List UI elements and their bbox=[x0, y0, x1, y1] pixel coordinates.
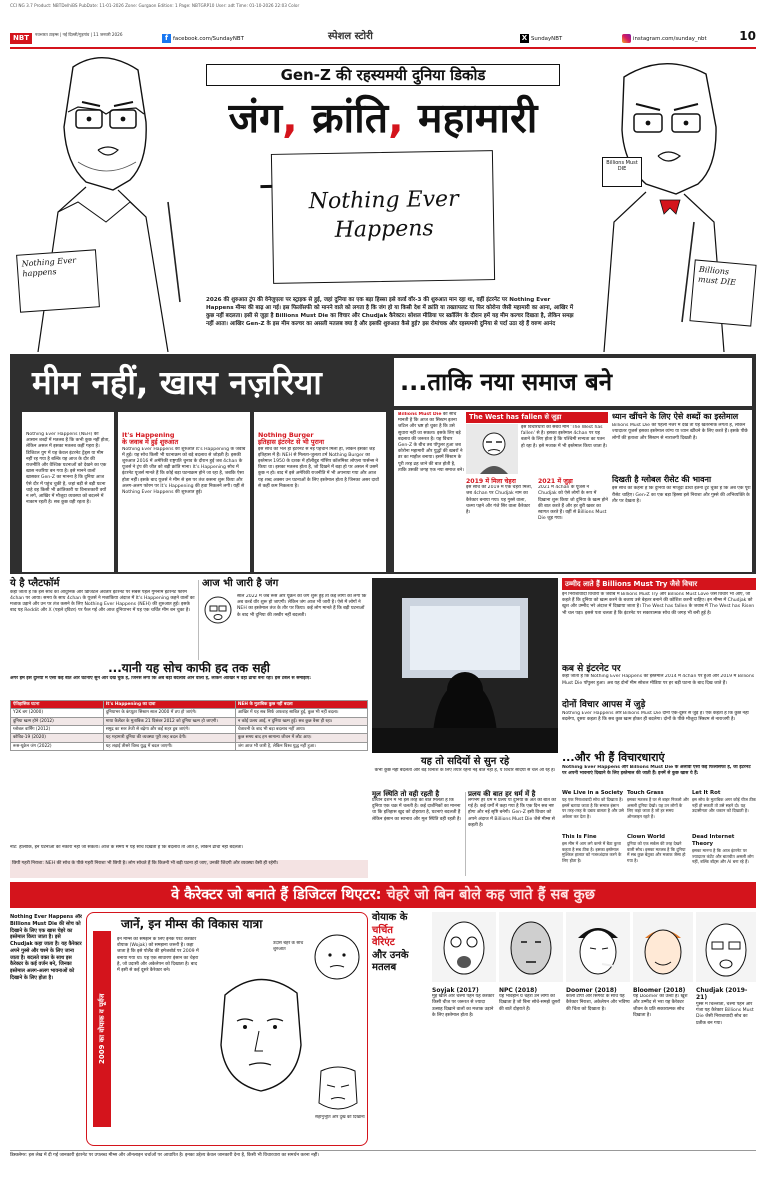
variant-body: मुंह खोले और चश्मा पहने यह कैरेक्टर किसी चीज पर जरूरत से ज्यादा उत्साह दिखाने वालों का मजाक उड़ाने के लिए इस्तेमाल होता है। bbox=[432, 994, 495, 1018]
table-header: ऐतिहासिक घटना bbox=[11, 701, 104, 709]
platform-title: ये है प्लैटफॉर्म bbox=[10, 578, 60, 589]
print-slug: CCI NG 3.7 Product: NBTDelhiBS PubDate: 11-01-2026 Zone: Gurgaon Edition: 1 Page: NBTGRP10 User: adt Time: 01-10-2026 22:03 Color bbox=[10, 3, 300, 8]
centuries-title: यह तो सदियों से सुन रहे bbox=[420, 756, 510, 767]
platform-block bbox=[10, 578, 195, 660]
sec2-intro-tail bbox=[398, 540, 464, 570]
table-row bbox=[11, 726, 368, 734]
evolution-title: जानें, इन मीम्स की विकास यात्रा bbox=[121, 917, 263, 931]
centuries-block bbox=[372, 756, 558, 786]
sec1-col2-title bbox=[122, 432, 246, 447]
footer-disclaimer: डिस्क्लेमर: इस लेख में दी गई जानकारी इंटरनेट पर उपलब्ध मीम्स और ऑनलाइन चर्चाओं पर आधारित है। इनका उद्देश्य केवल जानकारी देना है, किसी भी विचारधारा का समर्थन करना नहीं। bbox=[10, 1150, 756, 1172]
small-sign-right: Billions Must DIE bbox=[602, 157, 642, 187]
right-sign-text: Billions must DIE bbox=[697, 264, 737, 287]
nothing-ever-happens-sign bbox=[271, 150, 495, 284]
centuries-subtitle: कभी कुछ नहीं बदलता और बड़े विनाश के लिए तैयार रहना नई बात नहीं है, ये विचार सदियों से चले आ रहे हैं। bbox=[374, 767, 556, 773]
section-label: स्पेशल स्टोरी bbox=[328, 31, 373, 42]
headline-comma: , bbox=[388, 94, 404, 142]
evolution-box bbox=[86, 912, 368, 1146]
sec2-title: ...ताकि नया समाज बने bbox=[400, 368, 613, 396]
npc-illustration bbox=[499, 912, 563, 982]
table-row bbox=[11, 742, 368, 750]
sec1-col3-body: इस सोच को भले ही इंटरनेट से नई पहचान मिली हो, लेकिन इसकी जड़ें इतिहास में हैं। NEH से मिलता-जुलता टर्म Nothing Burger का इस्तेमाल 1950 के दशक में हॉलीवुड गॉसिप कॉलमिस्ट लोएला पार्सन्स ने किया था। इसका मतलब होता है, जो दिखने में बड़ा हो पर असल में उसमें कुछ न हो। बाद में इसे अमेरिकी राजनीति में भी अपनाया गया और आज यह शब्द अक्सर उन घटनाओं के लिए इस्तेमाल होता है जिनका असर दावों से कहीं कम निकलता है। bbox=[258, 446, 379, 489]
characters-banner bbox=[10, 882, 756, 908]
variant-body: गुस्से में चिल्लाता, चश्मा पहने और गंजा यह कैरेक्टर Billions Must Die जैसी निराशावादी सोच का प्रतीक बन गया। bbox=[696, 1002, 754, 1026]
limit-title: ...यानी यह सोच काफी हद तक सही bbox=[108, 661, 270, 675]
hero-section bbox=[10, 52, 756, 352]
title-part: इतिहास इंटरनेट से भी पुराना bbox=[258, 438, 325, 447]
wojak-small-illustration bbox=[311, 931, 363, 983]
ideology-item bbox=[627, 790, 689, 834]
since-body: कहा जाता है कि Nothing Ever Happens का इस्तेमाल 2014 में 4chan पर हुआ और 2019 में Billions Must Die पॉपुलर हुआ। अब यह दोनों मीम सोशल मीडिया पर हर बड़ी घटना के बाद दिख जाते हैं। bbox=[562, 674, 755, 686]
facebook-handle: facebook.com/SundayNBT bbox=[173, 36, 244, 42]
table-note-1: नोट: हालांकि, इन घटनाओं का नकारा नहीं जा सकता। आज के समय में यह सोच दिखती है कि बदलाव तो आते हैं, लेकिन ढांचा नहीं बदलता। bbox=[10, 845, 244, 850]
ideology-body: इसका मतलब है घर से बाहर निकलो और असली दुनिया देखो। यह उन लोगों के लिए कहा जाता है जो हर समय ऑनलाइन रहते हैं। bbox=[627, 797, 689, 820]
sec2-right-column bbox=[612, 412, 752, 572]
year-tag: 2009 का वोयाक व पूर्वज bbox=[93, 931, 111, 1127]
origin-title: मूल स्थिति तो वही रहती है bbox=[372, 790, 440, 798]
sec2-intro-body: की सोच मानती है कि आज का सिस्टम इतना जटिल और भ्रष्ट हो चुका है कि उसे सुधारा नहीं जा सकता। इसके लिए बड़े बदलाव की जरूरत है। यह विचार Gen-Z के बीच तब पॉपुलर हुआ जब कोरोना महामारी और युद्धों की खबरों ने डर का माहौल बनाया। इसमें सिस्टम के पूरी तरह ढह जाने की बात होती है, ताकि उसकी जगह एक नया समाज बने। bbox=[398, 412, 464, 473]
ideology-body: इस मीम में आग लगे कमरे में बैठा कुत्ता कहता है सब ठीक है। इसका इस्तेमाल मुश्किल हालात को नजरअंदाज करने के लिए होता है। bbox=[562, 841, 622, 864]
x-handle: SundayNBT bbox=[531, 36, 563, 42]
left-sign bbox=[16, 249, 100, 312]
table-cell: कोविड-19 (2020) bbox=[11, 734, 104, 742]
opposite-body: Nothing Ever Happens और Billions Must Die दोनों एक-दूसरे से जुड़े हैं। एक कहता है कि कुछ नहीं बदलेगा, दूसरा कहता है कि सब कुछ खत्म होकर ही बदलेगा। दोनों के पीछे मौजूदा सिस्टम से नाराजगी है। bbox=[562, 710, 749, 722]
ideology-title: This Is Fine bbox=[562, 834, 597, 840]
hero-intro: 2026 की शुरुआत ट्रंप की वेनेजुएला पर स्ट्राइक से हुई, जहां दुनिया का एक बड़ा हिस्सा इसे वर्ल्ड वॉर-3 की शुरुआत मान रहा था, वहीं इंटरनेट पर Nothing Ever Happens मीम्स की बाढ़ आ गई। इस फिलॉसफी को मानने वाले को लगता है कि जंग हो या किसी देश में क्रांति या तख्तापलट या फिर कोरोना जैसी महामारी का आना, आखिर में कुछ नहीं बदलता। इसी से जुड़ा है Billions Must Die का विचार और Chudjak कैरेक्टर। सोशल मीडिया पर स्क्रॉलिंग के दौरान हमें यह मीम कल्चर दिखता है, लेकिन समझ नहीं आता। आखिर Gen-Z के इस मीम कल्चर का असली मतलब क्या है और इसकी शुरुआत कैसे हुई? इस रोमांचक और रहस्यमयी दुनिया से पर्दा उठा रहे हैं वरुण आनंद bbox=[206, 297, 574, 328]
war-block bbox=[202, 578, 368, 660]
right-sign bbox=[689, 259, 756, 326]
wojak-text: इन मीम्स को समझने के लिए इनके पैरेंट कैरेक्टर वोयाक (Wojak) को समझना जरूरी है। कहा जाता है कि इसे पोलैंड की इमेजबोर्ड पर 2009 में बनाया गया था। यह एक साधारण इंसान का चेहरा है, जो उदासी और अकेलेपन को दिखाता है। बाद में इसी से कई दूसरे कैरेक्टर बने। bbox=[117, 937, 199, 973]
variant-body: काली टोपी और सिगरेट के साथ यह कैरेक्टर निराशा, अकेलेपन और भविष्य की चिंता को दिखाता है। bbox=[566, 994, 630, 1012]
table-cell: कुछ समय बाद हम सामान्य जीवन में लौट आए। bbox=[235, 734, 367, 742]
sec1-col1-body: Nothing Ever Happens (NEH) का आसान शब्दों में मतलब है कि कभी कुछ नहीं होता, लेकिन असल में इसका मतलब कहीं गहरा है। डिजिटल युग में यह केवल इंटरनेट ट्रेंड्स या मीम नहीं रह गया है बल्कि यह आज के दौर की राजनीति और वैश्विक घटनाओं को देखने का एक खास नजरिया बन गया है। इसे मानने वालों खासकर Gen-Z का मानना है कि दुनिया आज ऐसे दौर में पहुंच चुकी है, जहां बड़ी से बड़ी घटना चाहे वह किसी भी क्रांतिकारी या विनाशकारी क्यों न लगे, आखिर में मौजूदा व्यवस्था को बदलने में नाकाम रहती है। सब कुछ वही रहता है। bbox=[26, 432, 110, 506]
table-note-2: छिपी गहरी निराशा: NEH की सोच के पीछे गहरी निराशा भी छिपी है। लोग सोचते हैं कि कितनी भी बड़ी घटना हो जाए, उनकी जिंदगी और व्यवस्था वैसी ही रहेगी। bbox=[10, 860, 368, 878]
instagram-icon bbox=[622, 34, 631, 43]
table-header: NEH के मुताबिक कुछ नहीं बदला bbox=[235, 701, 367, 709]
table-cell: आखिर में यह सब सिर्फ अफवाह साबित हुई, कुछ भी नहीं बदला। bbox=[235, 709, 367, 717]
ideology-title: Touch Grass bbox=[627, 790, 664, 796]
table-cell: यह लड़ाई तीसरे विश्व युद्ध में बदल जाएगी। bbox=[103, 742, 235, 750]
table-header: It's Happening का दावा bbox=[103, 701, 235, 709]
variant-card-chudjak bbox=[696, 912, 756, 1144]
doomer-illustration bbox=[566, 912, 630, 982]
pralay-title: प्रलय की बात हर धर्म में है bbox=[468, 790, 536, 798]
instagram-link[interactable] bbox=[622, 34, 707, 44]
longing-caption: सहानुभूति और दुख को दिखाना bbox=[315, 1115, 365, 1120]
sec2-right-body2: इस सोच का कहना है कि दुनिया का मौजूदा ढांचा इतना टूट चुका है कि अब एक पूरा रीसेट चाहिए। Gen-Z का एक बड़ा हिस्सा इसे निराशा और गुस्से की अभिव्यक्ति के तौर पर देखता है। bbox=[612, 486, 751, 504]
table-cell: रूस-यूक्रेन जंग (2022) bbox=[11, 742, 104, 750]
variants-title-line: वोयाक के bbox=[372, 912, 408, 923]
wojak-illustration bbox=[205, 965, 315, 1095]
more-title: ...और भी हैं विचारधाराएं bbox=[562, 751, 665, 764]
nbt-logo: NBT bbox=[10, 33, 32, 44]
events-table bbox=[10, 700, 368, 751]
sec1-col3 bbox=[254, 412, 386, 572]
table-cell: यह महामारी दुनिया की व्यवस्था पूरी तरह बदल देगी। bbox=[103, 734, 235, 742]
ideology-body: दुनिया को एक सर्कस की तरह देखने वाली सोच। इसका मतलब है कि दुनिया में सब कुछ बेतुका और मजाक जैसा हो गया है। bbox=[627, 841, 686, 864]
west-box-title: The West has fallen से जुड़ा bbox=[466, 412, 608, 423]
variant-name: Chudjak (2019-21) bbox=[696, 986, 748, 1002]
facebook-icon: f bbox=[162, 34, 171, 43]
table-cell: न कोई प्रलय आई, न दुनिया खत्म हुई। सब कुछ वैसा ही रहा। bbox=[235, 717, 367, 725]
events-table-wrap bbox=[10, 700, 368, 842]
table-cell: दुनिया खत्म होने (2012) bbox=[11, 717, 104, 725]
west-has-fallen-illustration bbox=[466, 424, 518, 474]
headline-word-war: जंग bbox=[228, 94, 283, 142]
variants-title-line: वेरिएंट bbox=[372, 937, 395, 948]
page-header bbox=[10, 29, 756, 49]
variant-body: यह भावहीन ग्रे चेहरा उन लोगों को दिखाता है जो बिना सोचे-समझे दूसरों की बातें दोहराते हैं। bbox=[499, 994, 561, 1012]
pralay-block bbox=[468, 790, 558, 878]
ideology-grid-visible bbox=[562, 790, 756, 878]
variant-card-npc bbox=[499, 912, 563, 1144]
y2021-body: 2021 में 4chan के यूजर्स ने Chudjak को ऐसे लोगों के रूप में दिखाना शुरू किया जो दुनिया के खत्म होने की बात करते हैं और हर बुरी खबर का स्वागत करते हैं। वहीं से Billions Must Die जुड़ गया। bbox=[538, 485, 608, 522]
west-box-body: इस विचारधारा का संबंध मीम 'The West has fallen' से है। इसका इस्तेमाल 4chan पर यह बताने के लिए होता है कि पश्चिमी सभ्यता का पतन हो रहा है। इसे मजाक में भी इस्तेमाल किया जाता है। bbox=[521, 425, 608, 449]
platform-body: कहा जाता है कि इस सोच का आधुनिक और डिजिटल अवतार इंटरनेट पर सबसे पहले गुमनाम इंटरनेट फोरम 4chan पर आया। समय के साथ 4chan के यूजर्स ने मजाकिया अंदाज में It's Happening कहने वालों का मजाक उड़ाने और उन पर तंज कसने के लिए Nothing Ever Happens (NEH) की शुरुआत हुई। इसके बाद यह Reddit और X (पहले ट्विटर) पर फैल गई और आज दुनियाभर में यह एक चर्चित मीम बन चुका है। bbox=[10, 589, 195, 614]
memes-side-text: Nothing Ever Happens और Billions Must Die की सोच को दिखाने के लिए एक खास चेहरे का इस्तेमाल किया जाता है। इसे Chudjak कहा जाता है। यह कैरेक्टर अपने गुस्से और चश्मे के लिए जाना जाता है। बदलते वक्त के साथ इस कैरेक्टर के कई वर्जन बने, जिनका इस्तेमाल अलग-अलग भावनाओं को दिखाने के लिए होता है। bbox=[10, 914, 82, 981]
sec2-right-title: ध्यान खींचने के लिए ऐसे शब्दों का इस्तेमाल bbox=[612, 412, 739, 421]
chudjak-illustration bbox=[696, 912, 756, 982]
sec2-intro-lead: Billions Must Die bbox=[398, 412, 442, 417]
y2021-title: 2021 में जुड़ा bbox=[538, 478, 573, 485]
soyjak-illustration bbox=[432, 912, 496, 982]
sec2-right-body: Billions Must Die को पहली नजर में देखें तो यह खतरनाक लगता है, लेकिन ज्यादातर यूजर्स इसका इस्तेमाल व्यंग्य या ध्यान खींचने के लिए करते हैं। इसके पीछे लोगों की हताशा और सिस्टम से नाराजगी दिखती है। bbox=[612, 423, 748, 441]
variant-card-soyjak bbox=[432, 912, 496, 1144]
variant-card-bloomer bbox=[633, 912, 693, 1144]
x-link[interactable] bbox=[520, 34, 562, 44]
x-icon: X bbox=[521, 34, 528, 42]
y2019-title: 2019 में मिला चेहरा bbox=[466, 478, 516, 485]
title-part: के जवाब में हुई शुरुआत bbox=[122, 438, 179, 447]
hope-visible-body: इन निराशावादी विचारों के जवाब में Billions Must Try और Billions Must Love जैसे विचार भी आए, जो कहते हैं कि दुनिया को खत्म करने के बजाय उसे बेहतर बनाने की कोशिश करनी चाहिए। इन मीम्स में Chudjak को खुश और उम्मीद भरे अंदाज में दिखाया जाता है। The West has fallen के जवाब में The West has Risen भी चल पड़ा। इससे पता चलता है कि इंटरनेट पर सकारात्मक सोच की जगह भी बनी हुई है। bbox=[562, 592, 755, 616]
headline-comma: , bbox=[282, 94, 298, 142]
ideology-title: We Live in a Society bbox=[562, 790, 624, 796]
since-title: कब से इंटरनेट पर bbox=[562, 664, 621, 674]
table-cell: समुद्र का स्तर तेजी से बढ़ेगा और कई शहर डूब जाएंगे। bbox=[103, 726, 235, 734]
hero-headline bbox=[180, 90, 586, 146]
sec1-col2-body: Nothing Ever Happens की शुरुआत It's Happening के जवाब में हुई। यह सोच किसी भी घटनाक्रम को बड़े बदलाव से जोड़ती है। इसकी शुरुआत 2016 में अमेरिकी राष्ट्रपति चुनाव के दौरान हुई जब 4chan के यूजर्स ने ट्रंप की जीत को बड़ी क्रांति माना। It's Happening सोच में इंटरनेट यूजर्स मानते हैं कि कोई बड़ा घटनाक्रम होने जा रहा है, जबकि ऐसा होता नहीं। इसके बाद यूजर्स ने मीम से इस पर तंज कसना शुरू किया और अलग-अलग फोरम पर It's Happening की हवा निकलने लगी। यहीं से Nothing Ever Happens की शुरुआत हुई। bbox=[122, 446, 246, 496]
sign-pole-left bbox=[260, 185, 272, 188]
variant-name: Soyjak (2017) bbox=[432, 986, 479, 994]
west-has-fallen-box bbox=[466, 412, 608, 474]
instagram-handle: instagram.com/sunday_nbt bbox=[633, 36, 707, 42]
headline-word-pandemic: महामारी bbox=[417, 94, 538, 142]
ideology-item bbox=[562, 790, 624, 834]
variant-name: Doomer (2018) bbox=[566, 986, 617, 994]
table-cell: ग्लोबल वार्मिंग (2012) bbox=[11, 726, 104, 734]
page-number: 10 bbox=[739, 29, 756, 43]
y2019-body: इस सोच को 2019 में एक चेहरा मिला, जब 4chan पर Chudjak नाम का कैरेक्टर बनाया गया। यह गुस्से वाला, चश्मा पहने और गंजे सिर वाला कैरेक्टर है। bbox=[466, 485, 533, 515]
ideology-body: इस सोच के मुताबिक अगर कोई चीज ठीक नहीं हो सकती तो उसे सड़ने दो। यह उदासीनता और थकान को दिखाती है। bbox=[692, 797, 756, 814]
hope-visible-block bbox=[562, 578, 756, 748]
sec1-col3-title bbox=[258, 432, 382, 447]
feels-guy-illustration bbox=[313, 1063, 363, 1115]
y2021-block bbox=[538, 478, 608, 572]
variant-name: Bloomer (2018) bbox=[633, 986, 686, 994]
pralay-body: लगभग हर धर्म में प्रलय या दुनिया के अंत की बात की गई है। कई धर्मों में कहा गया है कि एक दिन सब नष्ट होगा और नई सृष्टि बनेगी। Gen-Z इसी विचार को अपने अंदाज में Billions Must Die जैसे मीम्स से कहती है। bbox=[468, 798, 557, 828]
ideology-body: यह एक निराशावादी सोच को दिखाता है। इसमें बताया जाता है कि समाज इंसान पर तरह-तरह के दबाव डालता है और उसे अकेला कर देता है। bbox=[562, 797, 624, 820]
table-cell: दुनियाभर के कंप्यूटर सिस्टम साल 2000 में ठप हो जाएंगे। bbox=[103, 709, 235, 717]
variant-body: यह Doomer का उल्टा है। खुश और उम्मीद से भरा यह कैरेक्टर जीवन के प्रति सकारात्मक सोच दिखाता है। bbox=[633, 994, 688, 1018]
sec2-right-title2: दिखती है ग्लोबल रीसेट की भावना bbox=[612, 475, 712, 485]
opposite-title: दोनों विचार आपस में जुड़े bbox=[562, 700, 646, 711]
left-sign-text: Nothing Ever happens bbox=[21, 255, 77, 279]
variant-name: NPC (2018) bbox=[499, 986, 538, 994]
bloomer-illustration bbox=[633, 912, 693, 982]
ideology-item bbox=[692, 834, 756, 878]
hero-kicker: Gen-Z की रहस्यमयी दुनिया डिकोड bbox=[206, 64, 560, 86]
title-part: It's Happening bbox=[122, 431, 175, 439]
variant-card-doomer bbox=[566, 912, 630, 1144]
ideology-item bbox=[692, 790, 756, 834]
ideology-item bbox=[562, 834, 624, 878]
sec1-col1 bbox=[22, 412, 114, 572]
banner-part-2: चेहरे जो बिन बोले कह जाते हैं सब कुछ bbox=[386, 887, 595, 903]
divider bbox=[465, 792, 466, 876]
table-cell: Y2K बग (2000) bbox=[11, 709, 104, 717]
variants-title-line: चर्चित bbox=[372, 924, 393, 936]
table-cell: माया कैलेंडर के मुताबिक 21 दिसंबर 2012 को दुनिया खत्म हो जाएगी। bbox=[103, 717, 235, 725]
title-part: Nothing Burger bbox=[258, 431, 314, 439]
ideology-title: Clown World bbox=[627, 834, 666, 840]
date-line: नवभारत टाइम्स | नई दिल्ली/गुड़गांव | 11 जनवरी 2026 bbox=[35, 32, 123, 37]
variants-title-line: मतलब bbox=[372, 962, 397, 973]
limit-body: अगर हम इस दुनिया में ऐसी कई बातें और घटनाएं सुनें और देख चुके हैं, जिनसे लगा कि अब बड़ा बदलाव आने वाला है, लेकिन आखिर में वही ढांचा बना रहा। इस टेबल से समझिए: bbox=[10, 675, 312, 681]
variants-heading bbox=[372, 912, 430, 1032]
ideology-title: Let It Rot bbox=[692, 790, 721, 796]
war-body: साल 2022 में जब रूस और यूक्रेन की जंग शुरू हुई तो कई लोगों को लगा कि अब वर्ल्ड वॉर शुरू हो जाएगी। लेकिन जंग आज भी जारी है। ऐसे में लोगों ने NEH का इस्तेमाल तंज के तौर पर किया। कई लोग मानते हैं कि बड़ी घटनाओं के बाद भी दुनिया की तस्वीर नहीं बदलती। bbox=[237, 594, 367, 618]
banner-part-1: वे कैरेक्टर जो बनाते हैं डिजिटल थिएटर: bbox=[171, 887, 382, 903]
variants-title-line: और उनके bbox=[372, 949, 409, 961]
ideology-item bbox=[627, 834, 689, 878]
hope-visible-heading: उम्मीद लाते हैं Billions Must Try जैसे विचार bbox=[562, 578, 756, 590]
table-row bbox=[11, 709, 368, 717]
origin-block bbox=[372, 790, 462, 878]
table-cell: चेतावनी के बाद भी बड़ा बदलाव नहीं आया। bbox=[235, 726, 367, 734]
sec1-title: मीम नहीं, खास नज़रिया bbox=[32, 363, 322, 402]
table-cell: जंग आज भी जारी है, लेकिन विश्व युद्ध नहीं हुआ। bbox=[235, 742, 367, 750]
war-title: आज भी जारी है जंग bbox=[202, 578, 279, 589]
sad-caption: उदास चेहरे के साथ शुरुआत bbox=[273, 941, 304, 952]
table-row bbox=[11, 717, 368, 725]
y2019-block bbox=[466, 478, 534, 572]
divider bbox=[198, 580, 199, 660]
ideology-body: इसका मानना है कि आज इंटरनेट पर ज्यादातर कंटेंट और बातचीत असली लोग नहीं, बल्कि बॉट्स और AI बना रहे हैं। bbox=[692, 848, 754, 865]
origin-body: प्राचीन दर्शन में भी इस तरह की बातें मिलती हैं कि दुनिया एक चक्र में चलती है। कई दार्शनिकों का मानना था कि इतिहास खुद को दोहराता है, घटनाएं बदलती हैं लेकिन इंसान का स्वभाव और मूल स्थिति वही रहती है। bbox=[372, 798, 462, 822]
yelling-chudjak-thumbnail bbox=[202, 594, 234, 626]
ideology-title: Dead Internet Theory bbox=[692, 834, 735, 848]
facebook-link[interactable] bbox=[162, 34, 244, 44]
sign-text: Nothing Ever Happens bbox=[308, 186, 459, 243]
more-intro: Nothing Ever Happens और Billions Must Die के अलावा ऐसी कई फिलॉसफी हैं, जो इंटरनेट पर अपनी भावनाएं दिखाने के लिए इस्तेमाल की जाती हैं। इनमें से कुछ खास ये हैं: bbox=[562, 764, 751, 776]
table-row bbox=[11, 734, 368, 742]
limit-block bbox=[10, 662, 368, 698]
sec2-intro bbox=[398, 412, 464, 538]
headline-word-revolution: क्रांति bbox=[311, 94, 389, 142]
sec1-col2 bbox=[118, 412, 250, 572]
table-header-row bbox=[11, 701, 368, 709]
hooded-figure-illustration bbox=[372, 578, 558, 753]
